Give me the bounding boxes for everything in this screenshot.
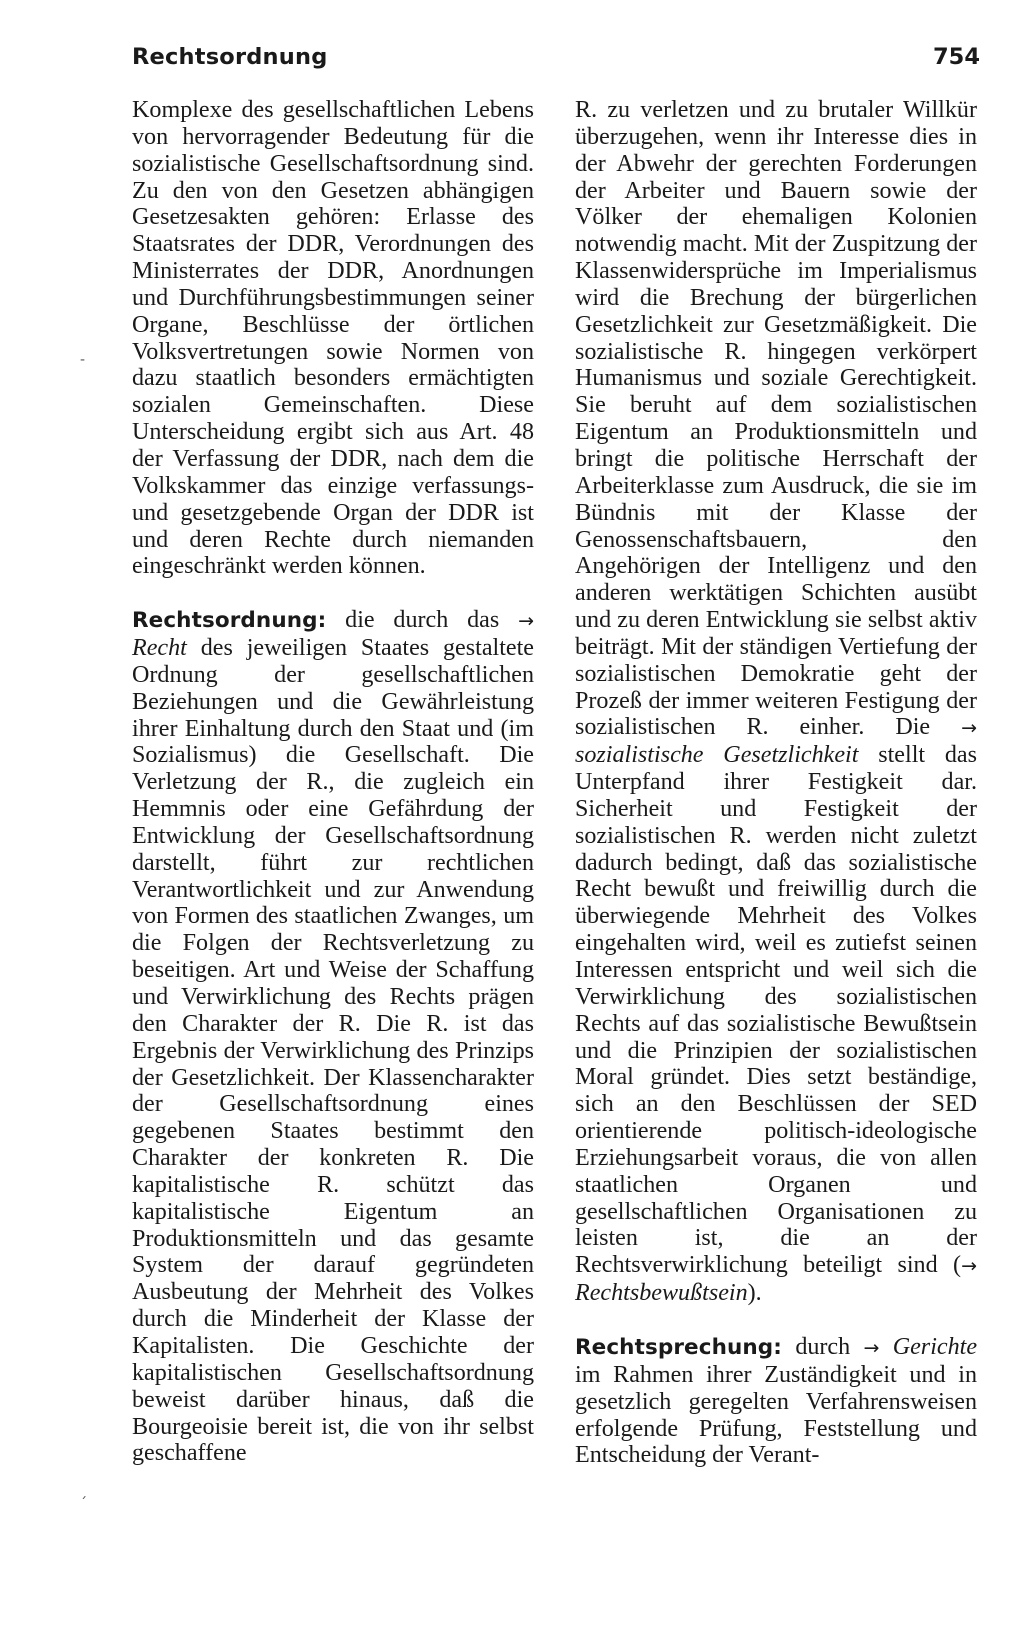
paren-close: ).: [747, 1280, 762, 1307]
cross-reference-arrow-icon: →: [863, 1336, 880, 1359]
cross-reference-recht[interactable]: Recht: [132, 635, 187, 662]
continuation-text: Komplexe des gesellschaftlichen Lebens von hervorragender Bedeutung für die sozialistische Gesellschaftsordnung sind. Zu den von den Gesetzen abhängigen Gesetzesakten gehören: Erlasse des Staatsrates der DDR, Verordnungen des Ministerrates der DDR, Anordnungen und Durchführungsbestimmungen seiner Organe, Beschlüsse der örtlichen Volksvertretungen sowie Normen von dazu staatlich besonders ermächtigten sozialen Gemeinschaften. Diese Unterscheidung ergibt sich aus Art. 48 der Verfassung der DDR, nach dem die Volkskammer das einzige verfassungs- und gesetzgebende Organ der DDR ist und deren Rechte durch niemanden eingeschränkt werden können.: [132, 97, 534, 580]
running-head: [132, 44, 980, 84]
entry-rechtsordnung: [132, 607, 534, 1467]
continuation-text-2: stellt das Unterpfand ihrer Festigkeit dar. Sicherheit und Festigkeit der sozialistischen R. werden nicht zuletzt dadurch bedingt, daß das sozialistische Recht bewußt und freiwillig durch die überwiegende Mehrheit des Volkes eingehalten wird, weil es zutiefst seinen Interessen entspricht und weil sich die Verwirklichung des sozialistischen Rechts auf das sozialistische Bewußtsein und die Prinzipien der sozialistischen Moral gründet. Dies setzt beständige, sich an den Beschlüssen der SED orientierende politisch-ideologische Erziehungsarbeit voraus, die von allen staatlichen Organen und gesellschaftlichen Organisationen zu leisten ist, die an der Rechtsverwirklichung beteiligt sind: [575, 742, 977, 1279]
continuation-text-1: R. zu verletzen und zu brutaler Willkür überzugehen, wenn ihr Interesse dies in der Abwehr der gerechten Forderungen der Arbeiter und Bauern sowie der Völker der ehemaligen Kolonien notwendig macht. Mit der Zuspitzung der Klassenwidersprüche im Imperialismus wird die Brechung der bürgerlichen Gesetzlichkeit zur Gesetzmäßigkeit. Die sozialistische R. hingegen verkörpert Humanismus und soziale Gerechtigkeit. Sie beruht auf dem sozialistischen Eigentum an Produktionsmitteln und bringt die politische Herrschaft der Arbeiterklasse zum Ausdruck, die sie im Bündnis mit der Klasse der Genossenschaftsbauern, den Angehörigen der Intelligenz und den anderen werktätigen Schichten ausübt und zu deren Entwicklung sie selbst aktiv beiträgt. Mit der ständigen Vertiefung der sozialistischen Demokratie geht der Prozeß der immer weiteren Festigung der sozialistischen R. einher. Die: [575, 97, 977, 741]
entry-body: im Rahmen ihrer Zuständigkeit und in gesetzlich geregelten Verfahrensweisen erfolgende Prüfung, Feststellung und Entscheidung der Verant-: [575, 1361, 977, 1469]
lemma-rechtsprechung: Rechtsprechung:: [575, 1334, 782, 1360]
continuation-paragraph: [575, 97, 977, 1307]
right-column: [575, 97, 977, 1469]
paren-open: (: [953, 1252, 962, 1279]
margin-dash-mark: -: [80, 352, 86, 368]
entry-lead-text: durch: [795, 1333, 851, 1360]
cross-reference-arrow-icon: →: [961, 1255, 977, 1278]
cross-reference-arrow-icon: →: [961, 717, 977, 740]
left-column: [132, 97, 534, 1467]
entry-lead-text: die durch das: [345, 607, 500, 634]
entry-body: des jeweiligen Staates gestaltete Ordnung der gesellschaftlichen Beziehungen und die Gewährleistung ihrer Einhaltung durch den Staat und (im Sozialismus) die Gesellschaft. Die Verletzung der R., die zugleich ein Hemmnis oder eine Gefährdung der Entwicklung der Gesellschaftsordnung darstellt, führt zur rechtlichen Verantwortlichkeit und zur Anwendung von Formen des staatlichen Zwanges, um die Folgen der Rechtsverletzung zu beseitigen. Art und Weise der Schaffung und Verwirklichung des Rechts prägen den Charakter der R. Die R. ist das Ergebnis der Verwirklichung des Prinzips der Gesetzlichkeit. Der Klassencharakter der Gesellschaftsordnung eines gegebenen Staates bestimmt den Charakter der konkreten R. Die kapitalistische R. schützt das kapitalistische Eigentum an Produktionsmitteln und das gesamte System der darauf gegründeten Ausbeutung der Mehrheit des Volkes durch die Minderheit der Klasse der Kapitalisten. Die Geschichte der kapitalistischen Gesellschaftsordnung beweist darüber hinaus, daß die Bourgeoisie bereit ist, die von ihr selbst geschaffene: [132, 635, 534, 1467]
page-number: 754: [933, 44, 980, 70]
bottom-tick-mark: ˊ: [80, 1496, 87, 1512]
running-title: Rechtsordnung: [132, 44, 328, 70]
entry-rechtsprechung: [575, 1334, 977, 1469]
cross-reference-rechtsbewusstsein[interactable]: Rechtsbewußtsein: [575, 1280, 748, 1307]
cross-reference-sozialistische-gesetzlichkeit[interactable]: sozialistische Gesetzlichkeit: [575, 742, 859, 769]
lemma-rechtsordnung: Rechtsordnung:: [132, 608, 327, 634]
cross-reference-gerichte[interactable]: Gerichte: [892, 1333, 978, 1360]
continuation-paragraph: [132, 97, 534, 580]
cross-reference-arrow-icon: →: [518, 610, 534, 633]
